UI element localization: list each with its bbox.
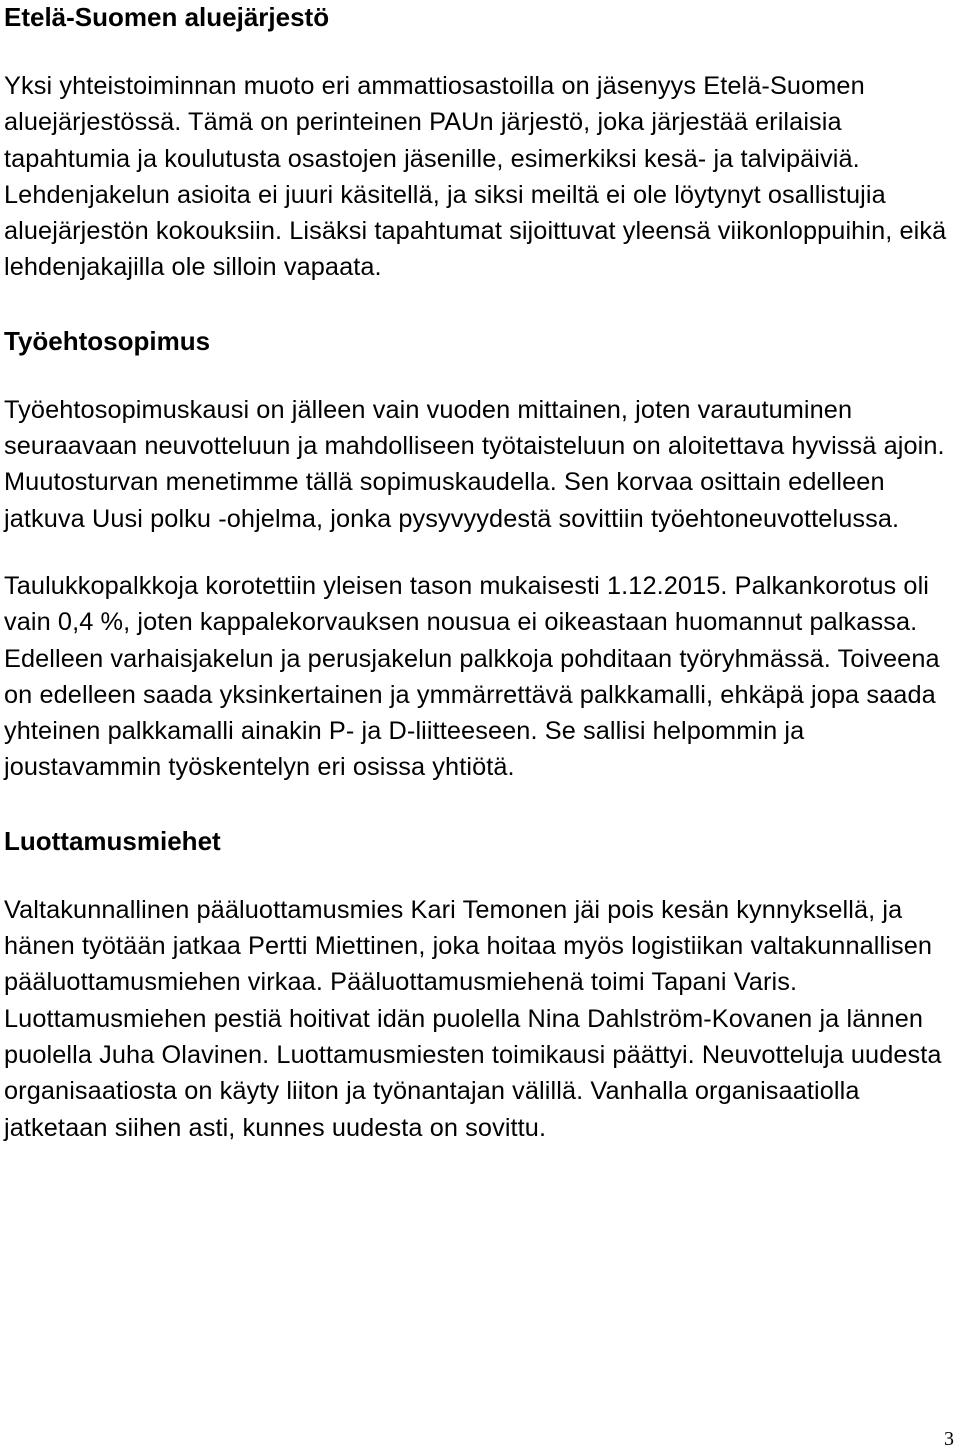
paragraph-luottamusmiehet: Valtakunnallinen pääluottamusmies Kari Temonen jäi pois kesän kynnyksellä, ja hänen työtään jatkaa Pertti Miettinen, joka hoitaa myös logistiikan valtakunnallisen pääluottamusmiehen virkaa. Pääluottamusmiehenä toimi Tapani Varis. Luottamusmiehen pestiä hoitivat idän puolella Nina Dahlström-Kovanen ja lännen puolella Juha Olavinen. Luottamusmiesten toimikausi päättyi. Neuvotteluja uudesta organisaatiosta on käyty liiton ja työnantajan välillä. Vanhalla organisaatiolla jatketaan siihen asti, kunnes uudesta on sovittu. xyxy=(4,895,942,1142)
paragraph-tyoehtosopimus-1: Työehtosopimuskausi on jälleen vain vuoden mittainen, joten varautuminen seuraavaan neuvotteluun ja mahdolliseen työtaisteluun on aloitettava hyvissä ajoin. Muutosturvan menetimme tällä sopimuskaudella. Sen korvaa osittain edelleen jatkuva Uusi polku -ohjelma, jonka pysyvyydestä sovittiin työehtoneuvottelussa. xyxy=(4,395,945,533)
section-heading-aluejarjesto: Etelä-Suomen aluejärjestö xyxy=(4,2,330,32)
page-number: 3 xyxy=(944,1428,954,1450)
paragraph-aluejarjesto: Yksi yhteistoiminnan muoto eri ammattiosastoilla on jäsenyys Etelä-Suomen aluejärjestössä. Tämä on perinteinen PAUn järjestö, joka järjestää erilaisia tapahtumia ja koulutusta osastojen jäsenille, esimerkiksi kesä- ja talvipäiviä. Lehdenjakelun asioita ei juuri käsitellä, ja siksi meiltä ei ole löytynyt osallistujia aluejärjestön kokouksiin. Lisäksi tapahtumat sijoittuvat yleensä viikonloppuihin, eikä lehdenjakajilla ole silloin vapaata. xyxy=(4,72,947,282)
document-page xyxy=(4,0,954,1146)
section-heading-luottamusmiehet: Luottamusmiehet xyxy=(4,825,221,856)
paragraph-tyoehtosopimus-2: Taulukkopalkkoja korotettiin yleisen tason mukaisesti 1.12.2015. Palkankorotus oli vain 0,4 %, joten kappalekorvauksen nousua ei oikeastaan huomannut palkassa. Edelleen varhaisjakelun ja perusjakelun palkkoja pohditaan työryhmässä. Toiveena on edelleen saada yksinkertainen ja ymmärrettävä palkkamalli, ehkäpä jopa saada yhteinen palkkamalli ainakin P- ja D-liitteeseen. Se sallisi helpommin ja joustavammin työskentelyn eri osissa yhtiötä. xyxy=(4,571,940,782)
section-heading-tyoehtosopimus: Työehtosopimus xyxy=(4,325,211,356)
